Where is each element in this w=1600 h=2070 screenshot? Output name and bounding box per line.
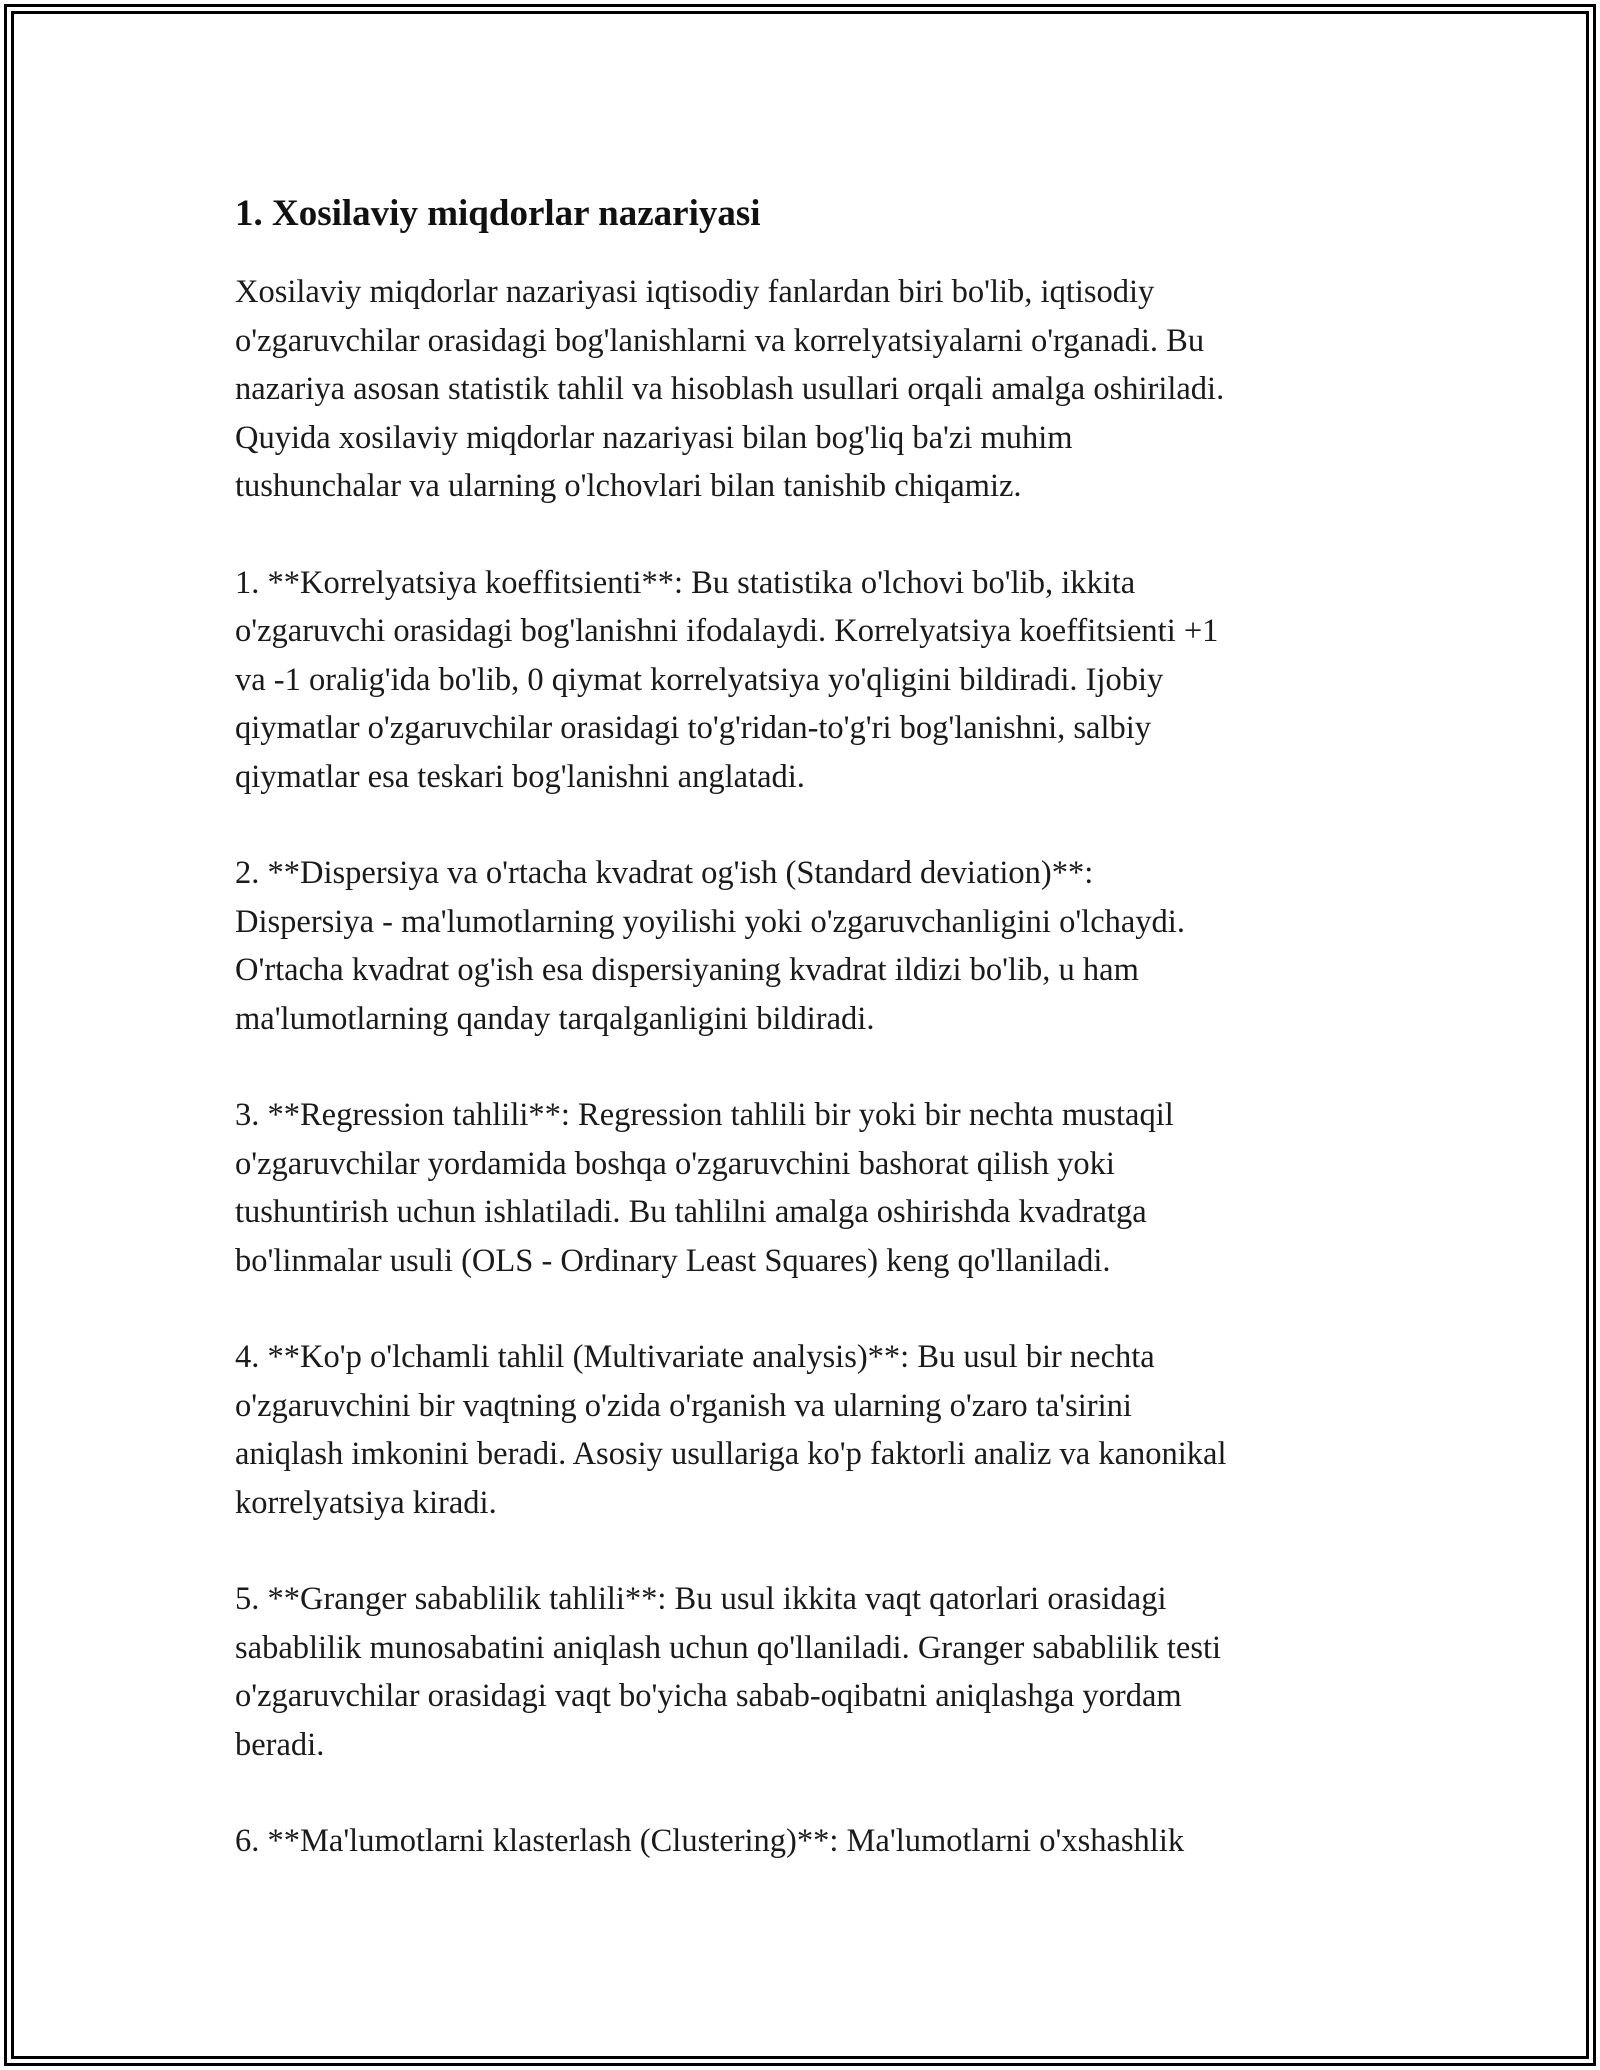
- text-line: beradi.: [235, 1726, 325, 1763]
- text-line: qiymatlar o'zgaruvchilar orasidagi to'g'ridan-to'g'ri bog'lanishni, salbiy: [235, 710, 1152, 746]
- text-line: bo'linmalar usuli (OLS - Ordinary Least Squares) keng qo'llaniladi.: [235, 1242, 1111, 1279]
- document-page: [235, 188, 1375, 1914]
- text-line: aniqlash imkonini beradi. Asosiy usullariga ko'p faktorli analiz va kanonikal: [235, 1436, 1227, 1472]
- text-line: ma'lumotlarning qanday tarqalganligini bildiradi.: [235, 1000, 875, 1037]
- text-line: 2. **Dispersiya va o'rtacha kvadrat og'ish (Standard deviation)**:: [235, 855, 1094, 891]
- text-line: Dispersiya - ma'lumotlarning yoyilishi yoki o'zgaruvchanligini o'lchaydi.: [235, 903, 1185, 940]
- text-line: tushunchalar va ularning o'lchovlari bilan tanishib chiqamiz.: [235, 468, 1022, 504]
- text-line: 3. **Regression tahlili**: Regression tahlili bir yoki bir nechta mustaqil: [235, 1097, 1174, 1133]
- text-line: 4. **Ko'p o'lchamli tahlil (Multivariate analysis)**: Bu usul bir nechta: [235, 1339, 1155, 1375]
- text-line: 1. **Korrelyatsiya koeffitsienti**: Bu statistika o'lchovi bo'lib, ikkita: [235, 564, 1136, 601]
- paragraph-item-6: [235, 1817, 1375, 1866]
- text-line: va -1 oralig'ida bo'lib, 0 qiymat korrelyatsiya yo'qligini bildiradi. Ijobiy: [235, 661, 1164, 698]
- text-line: O'rtacha kvadrat og'ish esa dispersiyaning kvadrat ildizi bo'lib, u ham: [235, 952, 1139, 988]
- paragraph-item-1: [235, 559, 1375, 802]
- paragraph-item-4: [235, 1333, 1375, 1527]
- text-line: o'zgaruvchilar orasidagi bog'lanishlarni va korrelyatsiyalarni o'rganadi. Bu: [235, 322, 1205, 359]
- paragraph-item-5: [235, 1575, 1375, 1769]
- document-title: 1. Xosilaviy miqdorlar nazariyasi: [235, 193, 761, 234]
- text-line: korrelyatsiya kiradi.: [235, 1484, 497, 1521]
- paragraph-intro: [235, 268, 1375, 511]
- paragraph-item-2: [235, 849, 1375, 1043]
- text-line: o'zgaruvchini bir vaqtning o'zida o'rganish va ularning o'zaro ta'sirini: [235, 1387, 1132, 1424]
- paragraph-item-3: [235, 1091, 1375, 1285]
- text-line: qiymatlar esa teskari bog'lanishni anglatadi.: [235, 758, 805, 795]
- text-line: 5. **Granger sabablilik tahlili**: Bu usul ikkita vaqt qatorlari orasidagi: [235, 1581, 1167, 1617]
- text-line: 6. **Ma'lumotlarni klasterlash (Clustering)**: Ma'lumotlarni o'xshashlik: [235, 1823, 1185, 1859]
- text-line: o'zgaruvchilar orasidagi vaqt bo'yicha sabab-oqibatni aniqlashga yordam: [235, 1678, 1182, 1714]
- text-line: tushuntirish uchun ishlatiladi. Bu tahlilni amalga oshirishda kvadratga: [235, 1194, 1147, 1230]
- text-line: nazariya asosan statistik tahlil va hisoblash usullari orqali amalga oshiriladi.: [235, 371, 1225, 407]
- text-line: o'zgaruvchilar yordamida boshqa o'zgaruvchini bashorat qilish yoki: [235, 1145, 1115, 1182]
- text-line: Xosilaviy miqdorlar nazariyasi iqtisodiy fanlardan biri bo'lib, iqtisodiy: [235, 274, 1155, 310]
- text-line: sabablilik munosabatini aniqlash uchun qo'llaniladi. Granger sabablilik testi: [235, 1629, 1222, 1666]
- text-line: Quyida xosilaviy miqdorlar nazariyasi bilan bog'liq ba'zi muhim: [235, 419, 1073, 456]
- text-line: o'zgaruvchi orasidagi bog'lanishni ifodalaydi. Korrelyatsiya koeffitsienti +1: [235, 613, 1219, 649]
